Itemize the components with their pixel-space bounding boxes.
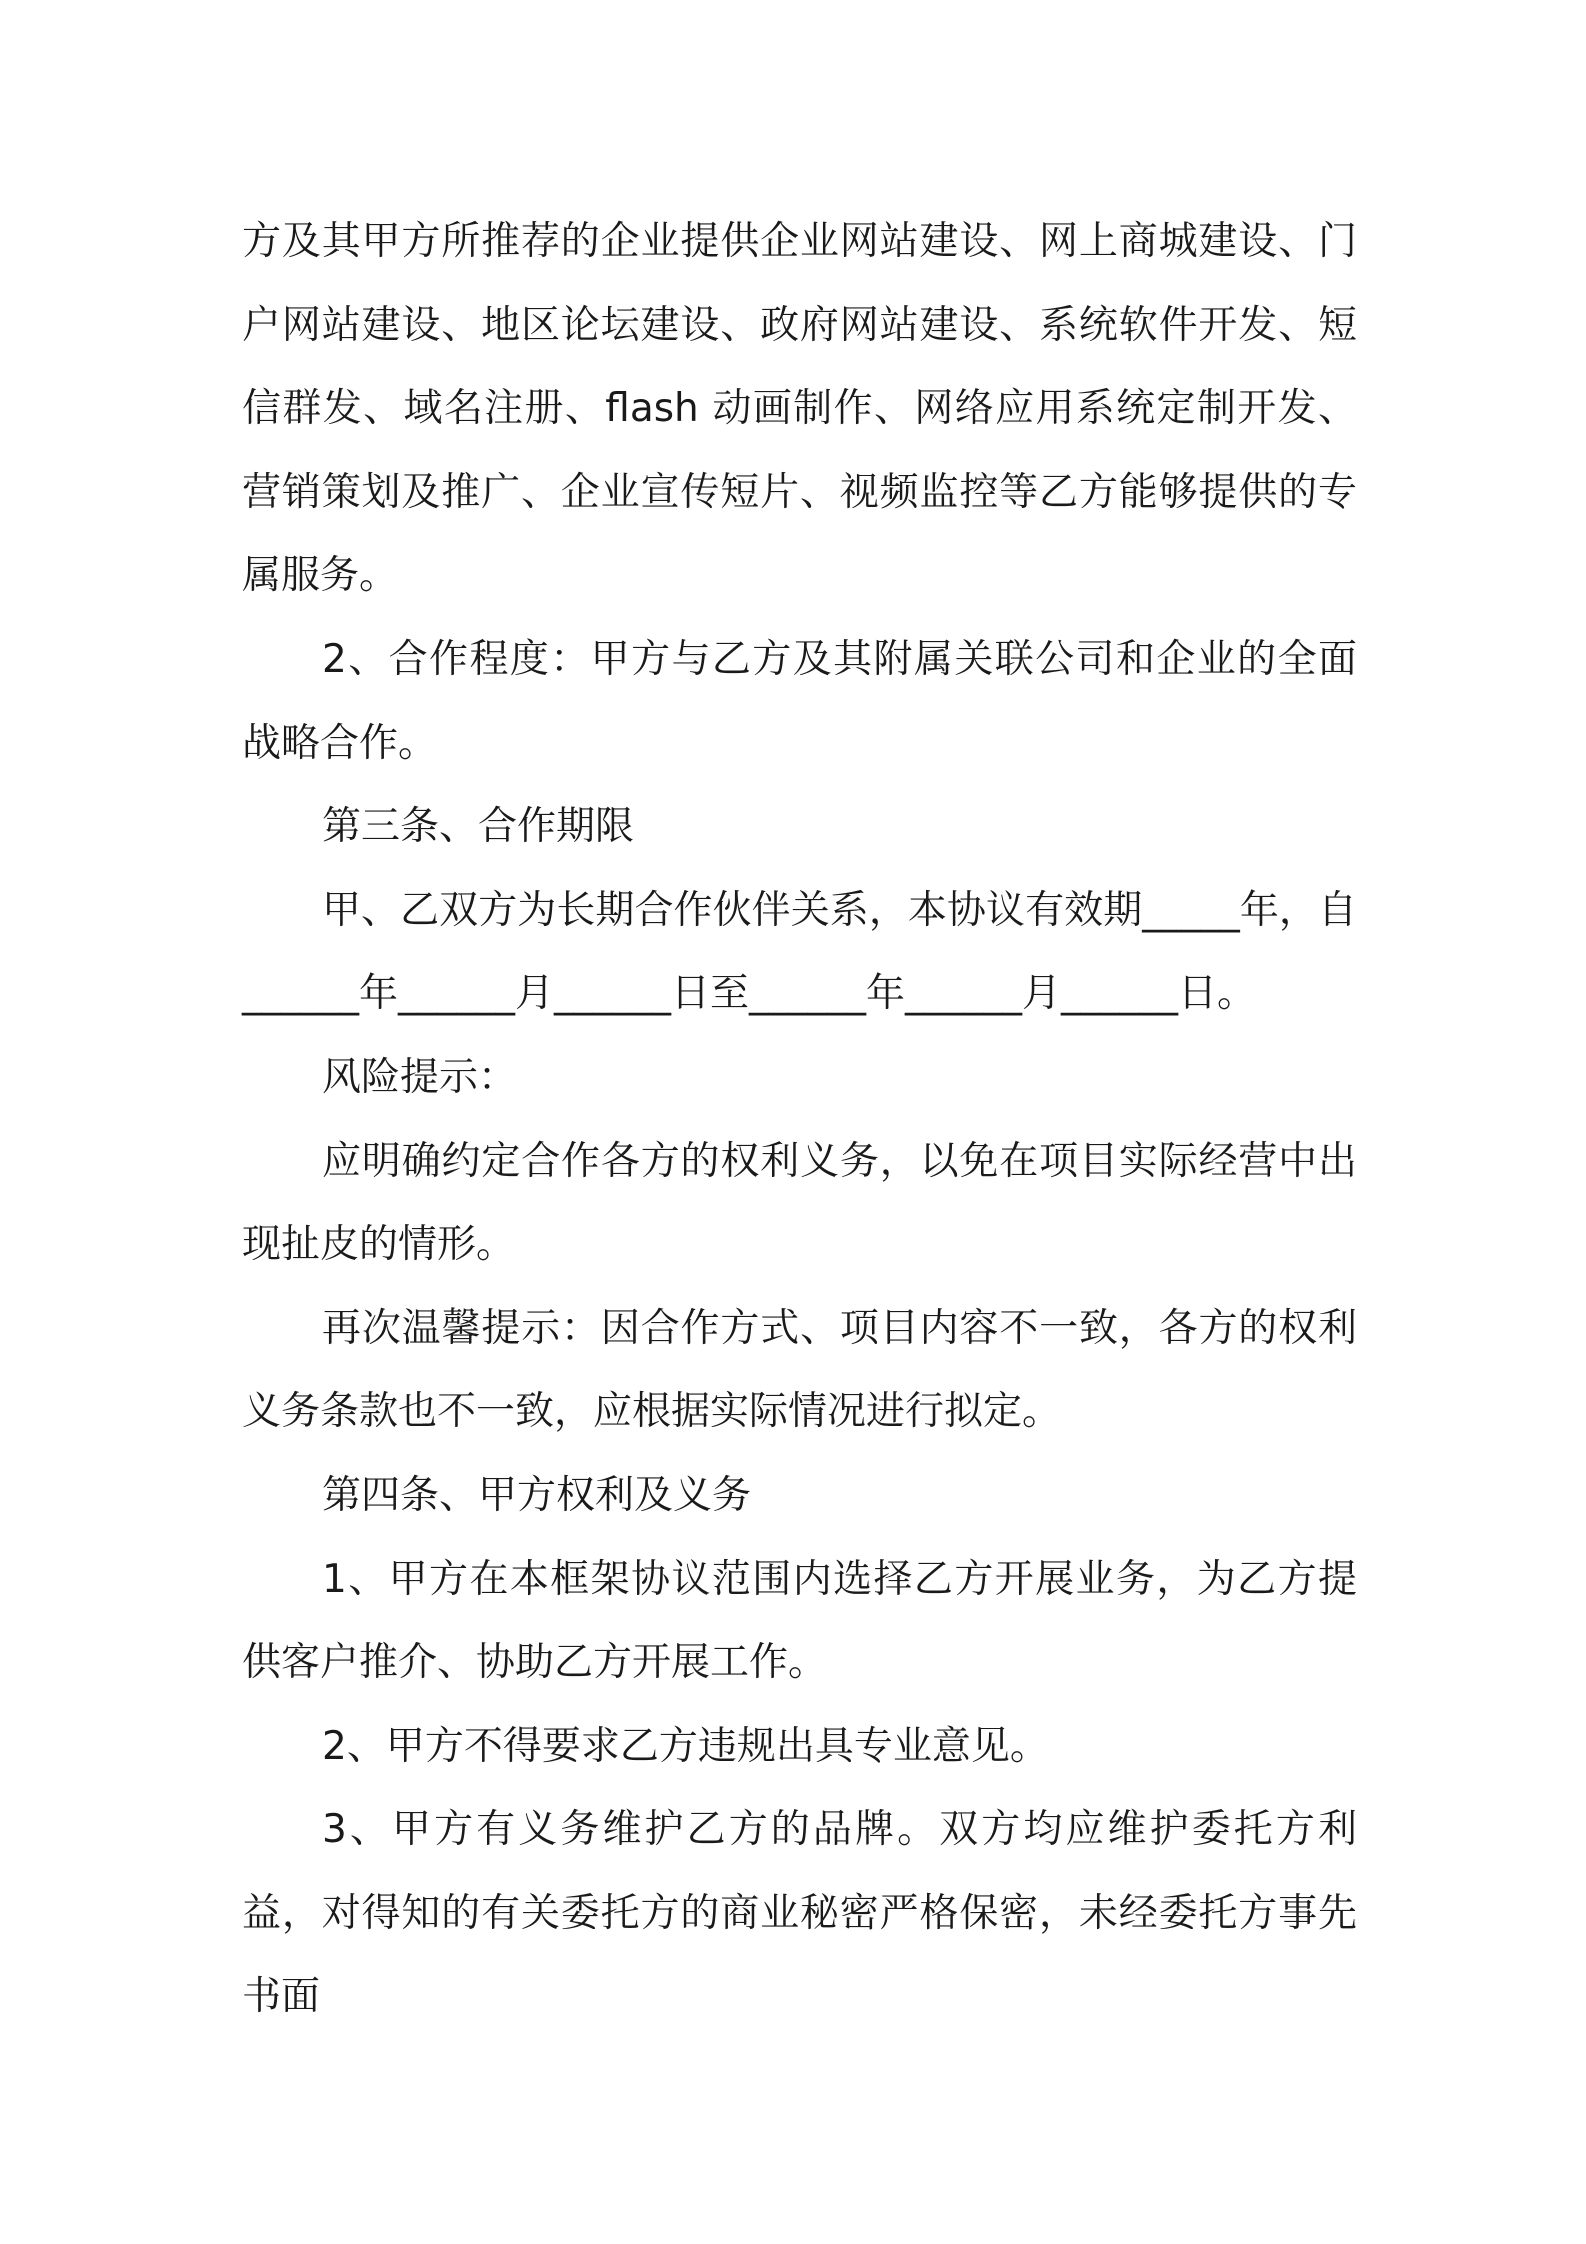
paragraph-party-a-duty-3: 3、甲方有义务维护乙方的品牌。双方均应维护委托方利益，对得知的有关委托方的商业秘密严格保密，未经委托方事先书面 bbox=[242, 1807, 1357, 2020]
paragraph-cooperation-degree: 2、合作程度：甲方与乙方及其附属关联公司和企业的全面战略合作。 bbox=[242, 636, 1357, 766]
document-page bbox=[242, 200, 1357, 2039]
paragraph-risk-text: 应明确约定合作各方的权利义务，以免在项目实际经营中出现扯皮的情形。 bbox=[242, 1138, 1357, 1268]
heading-article-3: 第三条、合作期限 bbox=[322, 804, 635, 850]
heading-article-4: 第四条、甲方权利及义务 bbox=[322, 1472, 752, 1518]
heading-risk-notice: 风险提示： bbox=[322, 1054, 518, 1100]
paragraph-party-a-duty-1: 1、甲方在本框架协议范围内选择乙方开展业务，为乙方提供客户推介、协助乙方开展工作。 bbox=[242, 1556, 1357, 1686]
paragraph-service-scope: 方及其甲方所推荐的企业提供企业网站建设、网上商城建设、门户网站建设、地区论坛建设、政府网站建设、系统软件开发、短信群发、域名注册、flash 动画制作、网络应用系统定制开发、营销策划及推广、企业宣传短片、视频监控等乙方能够提供的专属服务。 bbox=[242, 219, 1357, 599]
paragraph-term-clause: 甲、乙双方为长期合作伙伴关系，本协议有效期_____年，自______年______月______日至______年______月______日。 bbox=[242, 887, 1357, 1017]
paragraph-party-a-duty-2: 2、甲方不得要求乙方违规出具专业意见。 bbox=[322, 1723, 1049, 1769]
paragraph-reminder: 再次温馨提示：因合作方式、项目内容不一致，各方的权利义务条款也不一致，应根据实际情况进行拟定。 bbox=[242, 1305, 1357, 1435]
